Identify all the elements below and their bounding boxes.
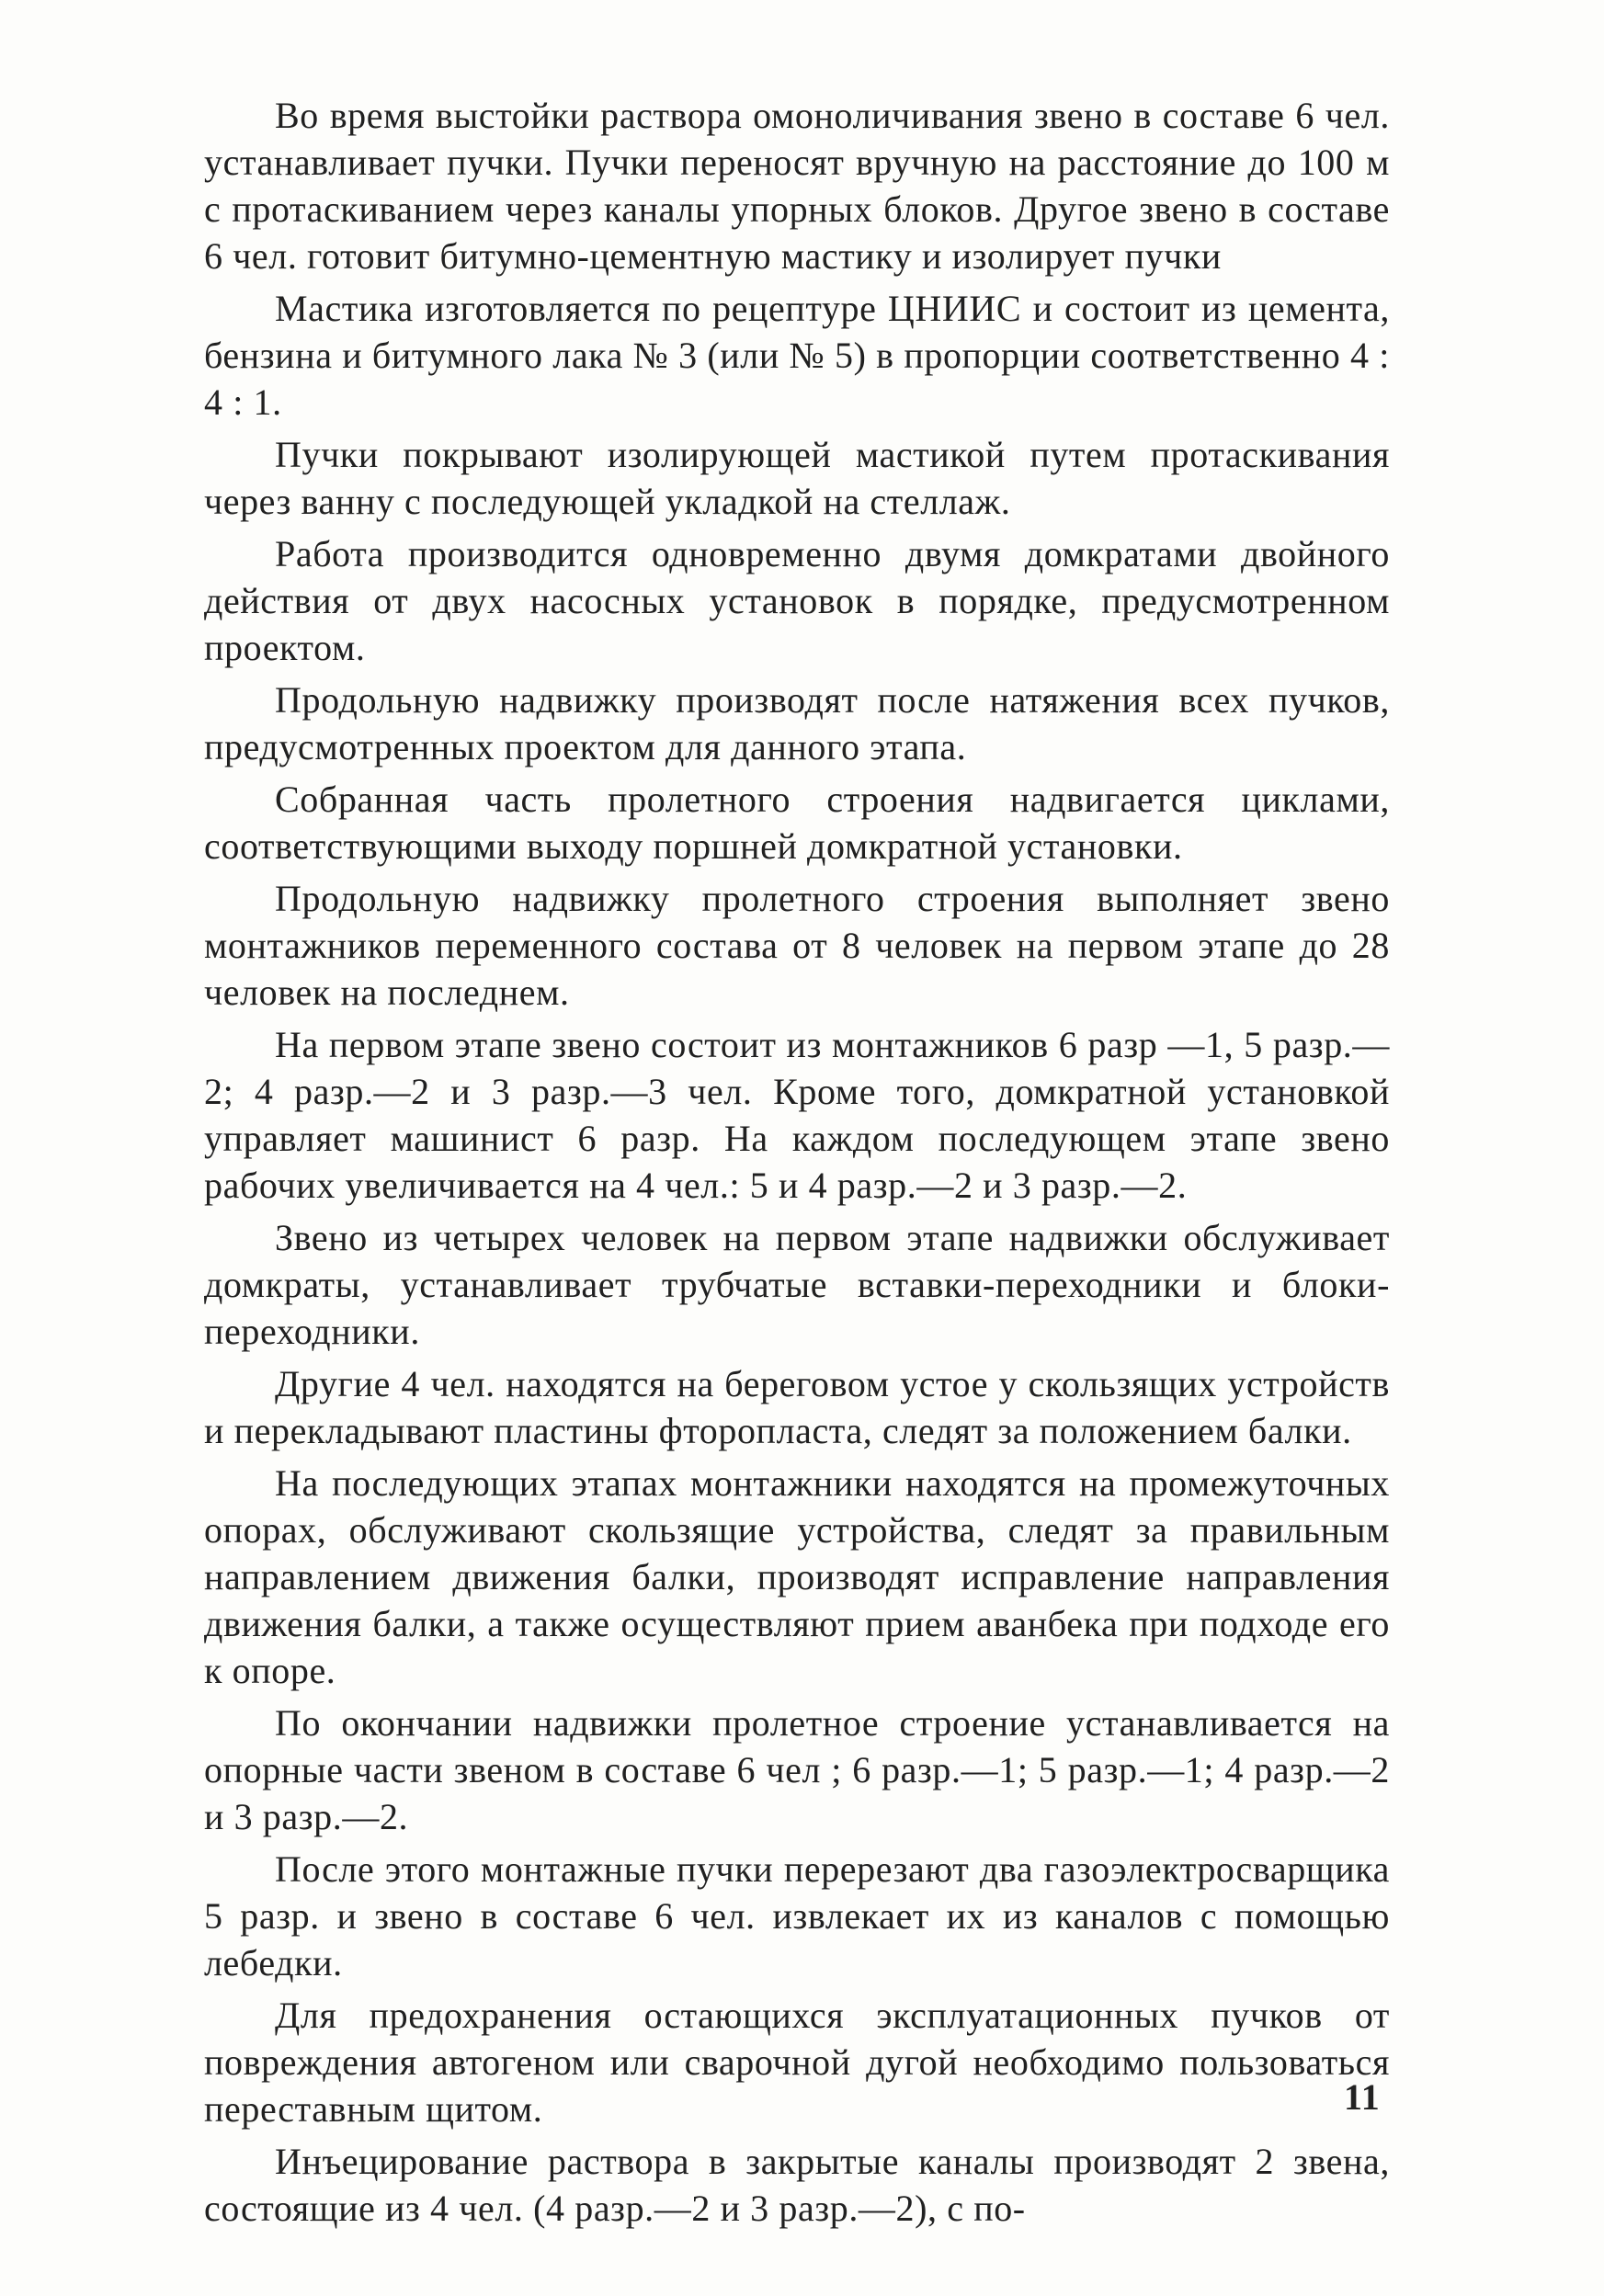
paragraph: Пучки покрывают изолирующей мастикой путем протаскивания через ванну с последующей укладкой на стеллаж. [204,434,1390,522]
paragraph: На первом этапе звено состоит из монтажников 6 разр —1, 5 разр.—2; 4 разр.—2 и 3 разр.—3 чел. Кроме того, домкратной установкой управляет машинист 6 разр. На каждом последующем этапе звено рабочих увеличивается на 4 чел.: 5 и 4 разр.—2 и 3 разр.—2. [204,1024,1390,1206]
page-number: 11 [1344,2076,1381,2118]
paragraph: Во время выстойки раствора омоноличивания звено в составе 6 чел. устанавливает пучки. Пучки переносят вручную на расстояние до 100 м с протаскиванием через каналы упорных блоков. Другое звено в составе 6 чел. готовит битумно-цементную мастику и изолирует пучки [204,95,1390,277]
text-column [204,92,1390,2237]
paragraph: Продольную надвижку производят после натяжения всех пучков, предусмотренных проектом для данного этапа. [204,679,1390,767]
paragraph: Продольную надвижку пролетного строения выполняет звено монтажников переменного состава от 8 человек на первом этапе до 28 человек на последнем. [204,878,1390,1013]
paragraph: Звено из четырех человек на первом этапе надвижки обслуживает домкраты, устанавливает трубчатые вставки-переходники и блоки-переходники. [204,1217,1390,1352]
paragraph: На последующих этапах монтажники находятся на промежуточных опорах, обслуживают скользящие устройства, следят за правильным направлением движения балки, производят исправление направления движения балки, а также осуществляют прием аванбека при подходе его к опоре. [204,1462,1390,1691]
paragraph: Инъецирование раствора в закрытые каналы производят 2 звена, состоящие из 4 чел. (4 разр.—2 и 3 разр.—2), с по- [204,2141,1390,2229]
paragraph: Работа производится одновременно двумя домкратами двойного действия от двух насосных установок в порядке, предусмотренном проектом. [204,533,1390,668]
paragraph: По окончании надвижки пролетное строение устанавливается на опорные части звеном в составе 6 чел ; 6 разр.—1; 5 разр.—1; 4 разр.—2 и 3 разр.—2. [204,1702,1390,1837]
paragraph: Для предохранения остающихся эксплуатационных пучков от повреждения автогеном или сварочной дугой необходимо пользоваться переставным щитом. [204,1995,1390,2130]
paragraph: Другие 4 чел. находятся на береговом устое у скользящих устройств и перекладывают пластины фторопласта, следят за положением балки. [204,1363,1390,1451]
paragraph: Мастика изготовляется по рецептуре ЦНИИС и состоит из цемента, бензина и битумного лака № 3 (или № 5) в пропорции соответственно 4 : 4 : 1. [204,288,1390,423]
paragraph: После этого монтажные пучки перерезают два газоэлектросварщика 5 разр. и звено в составе 6 чел. извлекает их из каналов с помощью лебедки. [204,1848,1390,1983]
paragraph: Собранная часть пролетного строения надвигается циклами, соответствующими выходу поршней домкратной установки. [204,779,1390,867]
